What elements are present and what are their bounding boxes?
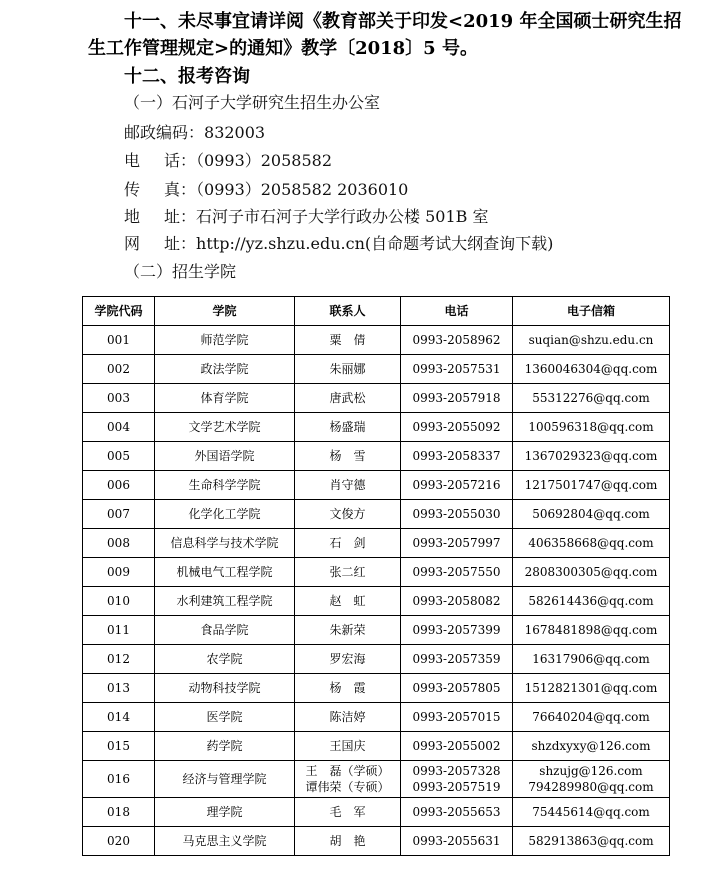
cell-contact: 石 剑	[295, 529, 401, 558]
table-row	[83, 645, 670, 674]
cell-college: 化学化工学院	[155, 500, 295, 529]
cell-college: 食品学院	[155, 616, 295, 645]
fax-line	[124, 180, 408, 200]
cell-college: 马克思主义学院	[155, 827, 295, 856]
cell-email[interactable]: 2808300305@qq.com	[513, 558, 670, 587]
cell-contact: 陈洁婷	[295, 703, 401, 732]
cell-phone: 0993-2057997	[401, 529, 513, 558]
cell-phone: 0993-2057399	[401, 616, 513, 645]
cell-college: 政法学院	[155, 355, 295, 384]
cell-college: 机械电气工程学院	[155, 558, 295, 587]
header-phone: 电话	[401, 297, 513, 326]
address-label-1: 地	[124, 207, 157, 226]
table-row	[83, 355, 670, 384]
cell-email[interactable]: 55312276@qq.com	[513, 384, 670, 413]
table-row	[83, 798, 670, 827]
fax-label-1: 传	[124, 180, 157, 199]
table-row	[83, 413, 670, 442]
cell-email[interactable]: 406358668@qq.com	[513, 529, 670, 558]
cell-contact: 王国庆	[295, 732, 401, 761]
cell-contact: 胡 艳	[295, 827, 401, 856]
header-college: 学院	[155, 297, 295, 326]
table-row	[83, 587, 670, 616]
cell-email[interactable]: 16317906@qq.com	[513, 645, 670, 674]
cell-email[interactable]: 1512821301@qq.com	[513, 674, 670, 703]
cell-code: 015	[83, 732, 155, 761]
cell-code: 018	[83, 798, 155, 827]
office-heading: （一）石河子大学研究生招生办公室	[124, 93, 381, 112]
cell-phone: 0993-2057805	[401, 674, 513, 703]
table-row	[83, 761, 670, 798]
cell-contact: 粟 倩	[295, 326, 401, 355]
cell-phone: 0993-2057015	[401, 703, 513, 732]
cell-phone-line: 0993-2057328	[412, 764, 501, 778]
cell-code: 003	[83, 384, 155, 413]
cell-contact: 唐武松	[295, 384, 401, 413]
cell-contact: 张二红	[295, 558, 401, 587]
cell-code: 007	[83, 500, 155, 529]
table-row	[83, 827, 670, 856]
cell-contact: 杨盛瑞	[295, 413, 401, 442]
header-contact: 联系人	[295, 297, 401, 326]
phone-label-1: 电	[124, 151, 157, 170]
header-code: 学院代码	[83, 297, 155, 326]
cell-email[interactable]: 76640204@qq.com	[513, 703, 670, 732]
cell-email[interactable]: suqian@shzu.edu.cn	[513, 326, 670, 355]
table-row	[83, 500, 670, 529]
cell-contact: 杨 霞	[295, 674, 401, 703]
cell-college: 外国语学院	[155, 442, 295, 471]
cell-code: 016	[83, 761, 155, 798]
postcode-line	[124, 123, 265, 143]
phone-label-2: 话：	[164, 151, 197, 170]
paragraph-twelve-heading: 十二、报考咨询	[124, 66, 250, 87]
cell-phone: 0993-2057531	[401, 355, 513, 384]
website-link[interactable]: http://yz.shzu.edu.cn(自命题考试大纲查询下载)	[196, 234, 554, 253]
cell-email[interactable]: 50692804@qq.com	[513, 500, 670, 529]
table-row	[83, 616, 670, 645]
table-row	[83, 732, 670, 761]
cell-email[interactable]: 100596318@qq.com	[513, 413, 670, 442]
phone-value: （0993）2058582	[196, 151, 333, 170]
cell-college: 动物科技学院	[155, 674, 295, 703]
cell-college: 师范学院	[155, 326, 295, 355]
table-row	[83, 703, 670, 732]
website-line	[124, 234, 553, 254]
cell-email-line[interactable]: shzujg@126.com	[539, 764, 643, 778]
fax-value: （0993）2058582 2036010	[196, 180, 409, 199]
cell-email[interactable]: 75445614@qq.com	[513, 798, 670, 827]
cell-email[interactable]: 1367029323@qq.com	[513, 442, 670, 471]
cell-contact-line: 王 磊（学硕）	[305, 764, 390, 778]
cell-college: 经济与管理学院	[155, 761, 295, 798]
cell-contact: 文俊方	[295, 500, 401, 529]
header-email: 电子信箱	[513, 297, 670, 326]
cell-college: 药学院	[155, 732, 295, 761]
cell-email[interactable]: 1678481898@qq.com	[513, 616, 670, 645]
table-header-row	[83, 297, 670, 326]
cell-contact: 赵 虹	[295, 587, 401, 616]
cell-code: 011	[83, 616, 155, 645]
cell-code: 013	[83, 674, 155, 703]
website-label-2: 址：	[164, 234, 197, 253]
phone-line	[124, 151, 332, 171]
table-row	[83, 529, 670, 558]
cell-phone-line: 0993-2057519	[412, 780, 501, 794]
cell-code: 014	[83, 703, 155, 732]
cell-college: 信息科学与技术学院	[155, 529, 295, 558]
website-label-1: 网	[124, 234, 157, 253]
cell-college: 农学院	[155, 645, 295, 674]
cell-contact-line: 谭伟荣（专硕）	[305, 780, 390, 794]
cell-phone: 0993-2058082	[401, 587, 513, 616]
address-line	[124, 207, 489, 227]
table-row	[83, 558, 670, 587]
cell-phone: 0993-2055653	[401, 798, 513, 827]
cell-college: 文学艺术学院	[155, 413, 295, 442]
cell-email[interactable]: 1360046304@qq.com	[513, 355, 670, 384]
cell-code: 008	[83, 529, 155, 558]
cell-phone: 0993-2057918	[401, 384, 513, 413]
cell-contact: 肖守德	[295, 471, 401, 500]
cell-college: 理学院	[155, 798, 295, 827]
cell-contact: 杨 雪	[295, 442, 401, 471]
cell-code: 020	[83, 827, 155, 856]
table-row	[83, 326, 670, 355]
cell-email[interactable]: shzdxyxy@126.com	[513, 732, 670, 761]
cell-phone: 0993-2057216	[401, 471, 513, 500]
cell-code: 010	[83, 587, 155, 616]
postcode-label: 邮政编码：	[124, 123, 205, 142]
cell-code: 004	[83, 413, 155, 442]
postcode-value: 832003	[204, 123, 266, 142]
cell-phone: 0993-2058962	[401, 326, 513, 355]
address-value: 石河子市石河子大学行政办公楼 501B 室	[196, 207, 489, 226]
cell-college: 生命科学学院	[155, 471, 295, 500]
address-label-2: 址：	[164, 207, 197, 226]
cell-email-line[interactable]: 794289980@qq.com	[528, 780, 654, 794]
cell-phone: 0993-2055030	[401, 500, 513, 529]
cell-college: 体育学院	[155, 384, 295, 413]
paragraph-eleven: 十一、未尽事宜请详阅《教育部关于印发<2019 年全国硕士研究生招生工作管理规定>的通知》教学〔2018〕5 号。	[88, 11, 682, 59]
cell-email[interactable]: 582614436@qq.com	[513, 587, 670, 616]
cell-contact-multi	[295, 761, 401, 798]
cell-phone-multi	[401, 761, 513, 798]
cell-contact: 朱丽娜	[295, 355, 401, 384]
cell-phone: 0993-2055002	[401, 732, 513, 761]
table-row	[83, 442, 670, 471]
table-row	[83, 674, 670, 703]
cell-college: 医学院	[155, 703, 295, 732]
cell-contact: 毛 军	[295, 798, 401, 827]
cell-phone: 0993-2058337	[401, 442, 513, 471]
table-row	[83, 471, 670, 500]
cell-college: 水利建筑工程学院	[155, 587, 295, 616]
cell-code: 012	[83, 645, 155, 674]
cell-email[interactable]: 582913863@qq.com	[513, 827, 670, 856]
cell-email[interactable]: 1217501747@qq.com	[513, 471, 670, 500]
fax-label-2: 真：	[164, 180, 197, 199]
cell-phone: 0993-2055631	[401, 827, 513, 856]
cell-code: 006	[83, 471, 155, 500]
cell-contact: 朱新荣	[295, 616, 401, 645]
cell-phone: 0993-2055092	[401, 413, 513, 442]
cell-email-multi	[513, 761, 670, 798]
colleges-table	[82, 296, 670, 856]
cell-phone: 0993-2057359	[401, 645, 513, 674]
cell-phone: 0993-2057550	[401, 558, 513, 587]
cell-code: 002	[83, 355, 155, 384]
cell-contact: 罗宏海	[295, 645, 401, 674]
cell-code: 005	[83, 442, 155, 471]
cell-code: 001	[83, 326, 155, 355]
colleges-heading: （二）招生学院	[124, 262, 237, 281]
cell-code: 009	[83, 558, 155, 587]
table-row	[83, 384, 670, 413]
